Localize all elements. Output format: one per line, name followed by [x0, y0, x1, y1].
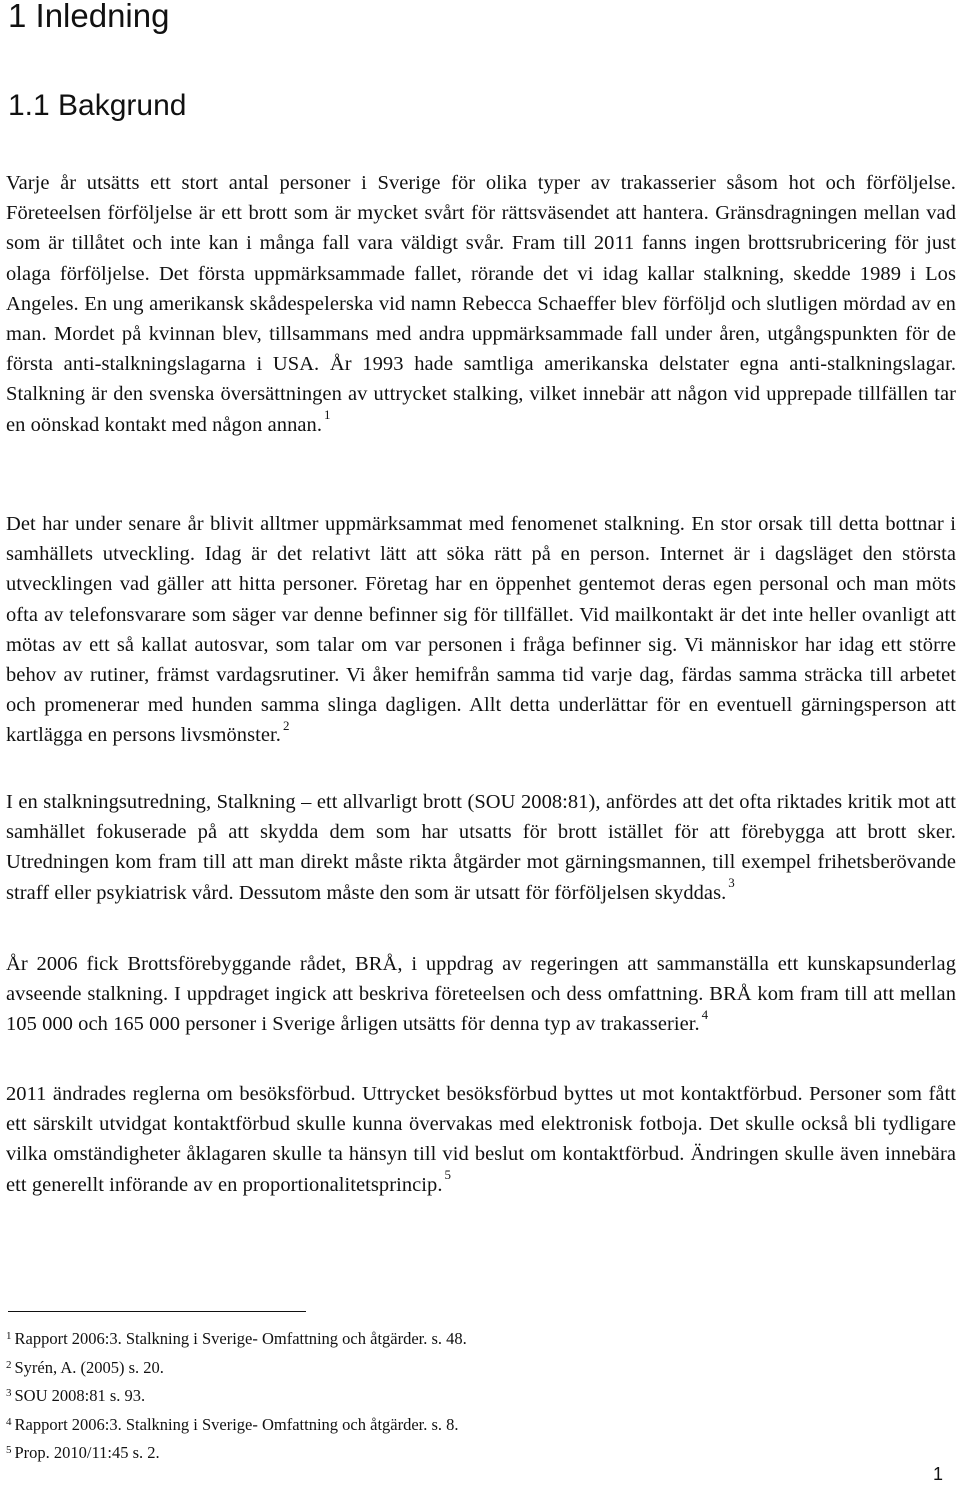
footnote-text: Prop. 2010/11:45 s. 2.	[14, 1443, 160, 1463]
footnote-number: 1	[6, 1330, 12, 1342]
paragraph-text: Det har under senare år blivit alltmer uppmärksammat med fenomenet stalkning. En stor orsak till detta bottnar i samhällets utveckling. Idag är det relativt lätt att söka rätt på en person. Internet är i dagsläget den största utvecklingen vad gäller att hitta personer. Företag har en öppenhet gentemot deras egen personal och man möts ofta av telefonsvarare som säger var denne befinner sig för tillfället. Vid mailkontakt är det inte heller ovanligt att mötas av ett så kallat autosvar, som talar om var personen i fråga befinner sig. Vi människor har idag ett större behov av rutiner, främst vardagsrutiner. Vi åker hemifrån samma tid varje dag, färdas samma sträcka till arbetet och promenerar med hunden samma slinga dagligen. Allt detta underlättar för en eventuell gärningsperson att kartlägga en persons livsmönster.	[6, 513, 956, 747]
footnote-item	[6, 1383, 906, 1412]
footnote-item	[6, 1412, 906, 1441]
paragraph-1	[6, 168, 956, 440]
footnote-reference: 1	[324, 406, 331, 422]
page-number: 1	[932, 1464, 943, 1484]
footnote-number: 2	[6, 1358, 12, 1371]
footnote-number: 5	[6, 1444, 12, 1457]
paragraph-text: 2011 ändrades reglerna om besöksförbud. Uttrycket besöksförbud byttes ut mot kontaktförbud. Personer som fått ett särskilt utvidgat kontaktförbud skulle kunna övervakas med elektronisk fotboja. Det skulle också bli tydligare vilka omständigheter åklagaren skulle ta hänsyn till vid beslut om kontaktförbud. Ändringen skulle även innebära ett generellt införande av en proportionalitetsprincip.	[6, 1083, 956, 1196]
footnote-item	[6, 1355, 906, 1384]
paragraph-text: År 2006 fick Brottsförebyggande rådet, BRÅ, i uppdrag av regeringen att sammanställa ett kunskapsunderlag avseende stalkning. I uppdraget ingick att beskriva företeelsen och dess omfattning. BRÅ kom fram till att mellan 105 000 och 165 000 personer i Sverige årligen utsätts för denna typ av trakasserier.	[6, 953, 956, 1036]
footnote-reference: 5	[444, 1166, 452, 1182]
paragraph-text: Varje år utsätts ett stort antal personer i Sverige för olika typer av trakasserier såsom hot och förföljelse. Företeelsen förföljelse är ett brott som är mycket svårt för rättsväsendet att hantera. Gränsdragningen mellan vad som är tillåtet och inte kan i många fall vara väldigt svår. Fram till 2011 fanns ingen brottsrubricering för just olaga förföljelse. Det första uppmärksammade fallet, rörande det vi idag kallar stalkning, skedde 1989 i Los Angeles. En ung amerikansk skådespelerska vid namn Rebecca Schaeffer blev förföljd och slutligen mördad av en man. Mordet på kvinnan blev, tillsammans med andra uppmärksammade fall under åren, utgångspunkten för de första anti-stalkningslagarna i USA. År 1993 hade samtliga amerikanska delstater egna anti-stalkningslagar. Stalkning är den svenska översättningen av uttrycket stalking, vilket innebär att någon vid upprepade tillfällen tar en oönskad kontakt med någon annan.	[6, 172, 956, 436]
footnote-reference: 4	[701, 1006, 709, 1022]
paragraph-text: I en stalkningsutredning, Stalkning – ett allvarligt brott (SOU 2008:81), anfördes att det ofta riktades kritik mot att samhället fokuserade på att skydda dem som har utsatts för brott istället för att förebygga att brott sker. Utredningen kom fram till att man direkt måste rikta åtgärder mot gärningsmannen, till exempel frihetsberövande straff eller psykiatrisk vård. Dessutom måste den som är utsatt för förföljelsen skyddas.	[6, 791, 956, 904]
footnote-text: SOU 2008:81 s. 93.	[14, 1386, 146, 1406]
paragraph-2	[6, 509, 956, 751]
footnote-reference: 2	[282, 717, 290, 733]
footnote-number: 4	[6, 1415, 12, 1428]
footnote-item	[6, 1326, 906, 1355]
footnote-number: 3	[6, 1387, 12, 1400]
footnote-text: Syrén, A. (2005) s. 20.	[14, 1357, 164, 1377]
chapter-heading: 1 Inledning	[8, 0, 170, 34]
footnote-text: Rapport 2006:3. Stalkning i Sverige- Omfattning och åtgärder. s. 8.	[14, 1414, 459, 1434]
paragraph-4	[6, 949, 956, 1040]
footnote-reference: 3	[728, 874, 735, 890]
footnote-text: Rapport 2006:3. Stalkning i Sverige- Omfattning och åtgärder. s. 48.	[14, 1329, 467, 1348]
footnote-separator	[8, 1311, 306, 1312]
footnote-item	[6, 1440, 906, 1469]
footnote-list	[6, 1326, 906, 1469]
paragraph-3	[6, 787, 956, 908]
section-heading: 1.1 Bakgrund	[8, 89, 187, 122]
paragraph-5	[6, 1079, 956, 1200]
